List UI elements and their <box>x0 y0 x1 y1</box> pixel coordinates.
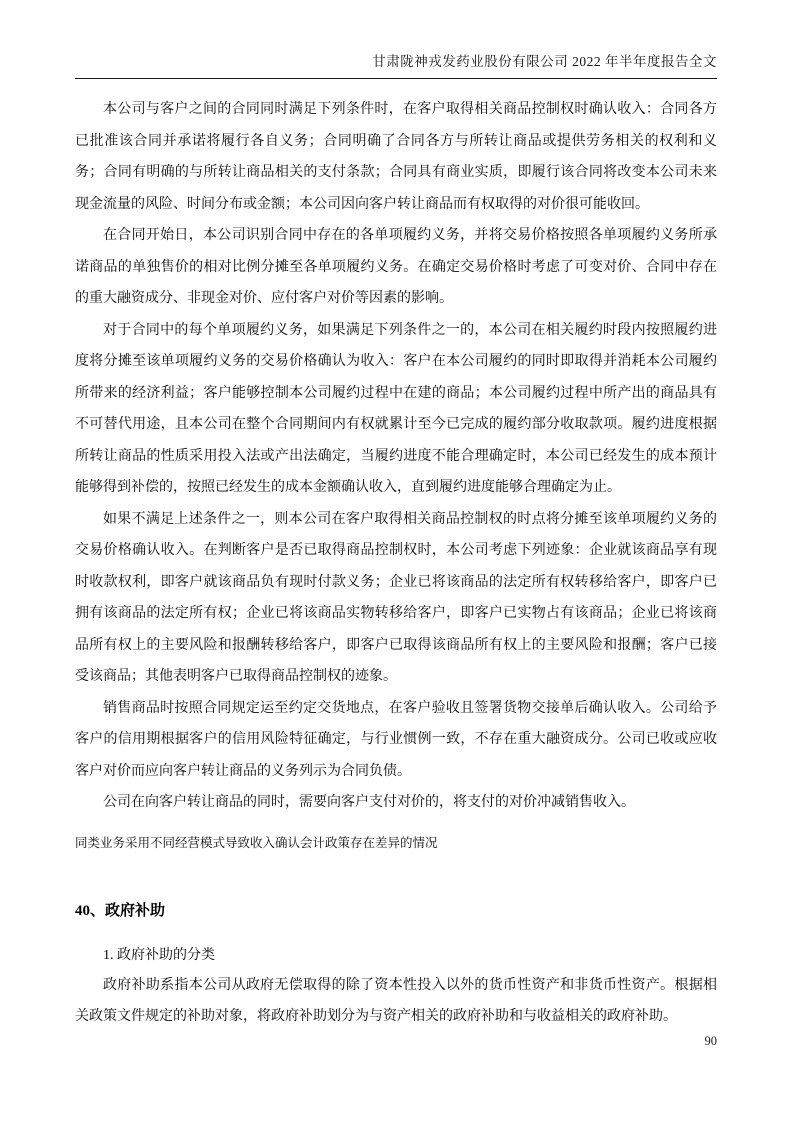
section-heading-government-subsidy: 40、政府补助 <box>75 902 166 919</box>
paragraph-performance-obligation: 对于合同中的每个单项履约义务，如果满足下列条件之一的，本公司在相关履约时段内按照履约进度将分摊至该单项履约义务的交易价格确认为收入：客户在本公司履约的同时即取得并消耗本公司履约所带来的经济利益；客户能够控制本公司履约过程中在建的商品；本公司履约过程中所产出的商品具有不可替代用途，且本公司在整个合同期间内有权就累计至今已完成的履约部分收取款项。履约进度根据所转让商品的性质采用投入法或产出法确定，当履约进度不能合理确定时，本公司已经发生的成本预计能够得到补偿的，按照已经发生的成本金额确认收入，直到履约进度能够合理确定为止。 <box>75 322 717 495</box>
page-content <box>75 94 717 1033</box>
subheading-subsidy-classification: 1. 政府补助的分类 <box>103 947 215 963</box>
paragraph-goods-delivery: 销售商品时按照合同规定运至约定交货地点，在客户验收且签署货物交接单后确认收入。公司给予客户的信用期根据客户的信用风险特征确定，与行业惯例一致，不存在重大融资成分。公司已收或应收客户对价而应向客户转让商品的义务列示为合同负债。 <box>75 700 717 779</box>
paragraph-consideration-offset: 公司在向客户转让商品的同时，需要向客户支付对价的，将支付的对价冲减销售收入。 <box>103 795 635 810</box>
policy-difference-note: 同类业务采用不同经营模式导致收入确认会计政策存在差异的情况 <box>75 835 438 850</box>
paragraph-contract-start: 在合同开始日，本公司识别合同中存在的各单项履约义务，并将交易价格按照各单项履约义务所承诺商品的单独售价的相对比例分摊至各单项履约义务。在确定交易价格时考虑了可变对价、合同中存在的重大融资成分、非现金对价、应付客户对价等因素的影响。 <box>75 228 717 306</box>
paragraph-control-transfer-signs: 如果不满足上述条件之一，则本公司在客户取得相关商品控制权的时点将分摊至该单项履约义务的交易价格确认收入。在判断客户是否已取得商品控制权时，本公司考虑下列迹象：企业就该商品享有现时收款权利，即客户就该商品负有现时付款义务；企业已将该商品的法定所有权转移给客户，即客户已拥有该商品的法定所有权；企业已将该商品实物转移给客户，即客户已实物占有该商品；企业已将该商品所有权上的主要风险和报酬转移给客户，即客户已取得该商品所有权上的主要风险和报酬；客户已接受该商品；其他表明客户已取得商品控制权的迹象。 <box>75 511 717 684</box>
paragraph-revenue-conditions: 本公司与客户之间的合同同时满足下列条件时，在客户取得相关商品控制权时确认收入：合同各方已批准该合同并承诺将履行各自义务；合同明确了合同各方与所转让商品或提供劳务相关的权利和义务；合同有明确的与所转让商品相关的支付条款；合同具有商业实质，即履行该合同将改变本公司未来现金流量的风险、时间分布或金额；本公司因向客户转让商品而有权取得的对价很可能收回。 <box>75 102 717 212</box>
paragraph-government-subsidy-definition: 政府补助系指本公司从政府无偿取得的除了资本性投入以外的货币性资产和非货币性资产。根据相关政策文件规定的补助对象，将政府补助划分为与资产相关的政府补助和与收益相关的政府补助。 <box>75 977 717 1024</box>
page-number: 90 <box>704 1034 717 1048</box>
page-header-title: 甘肃陇神戎发药业股份有限公司 2022 年半年度报告全文 <box>75 50 717 79</box>
